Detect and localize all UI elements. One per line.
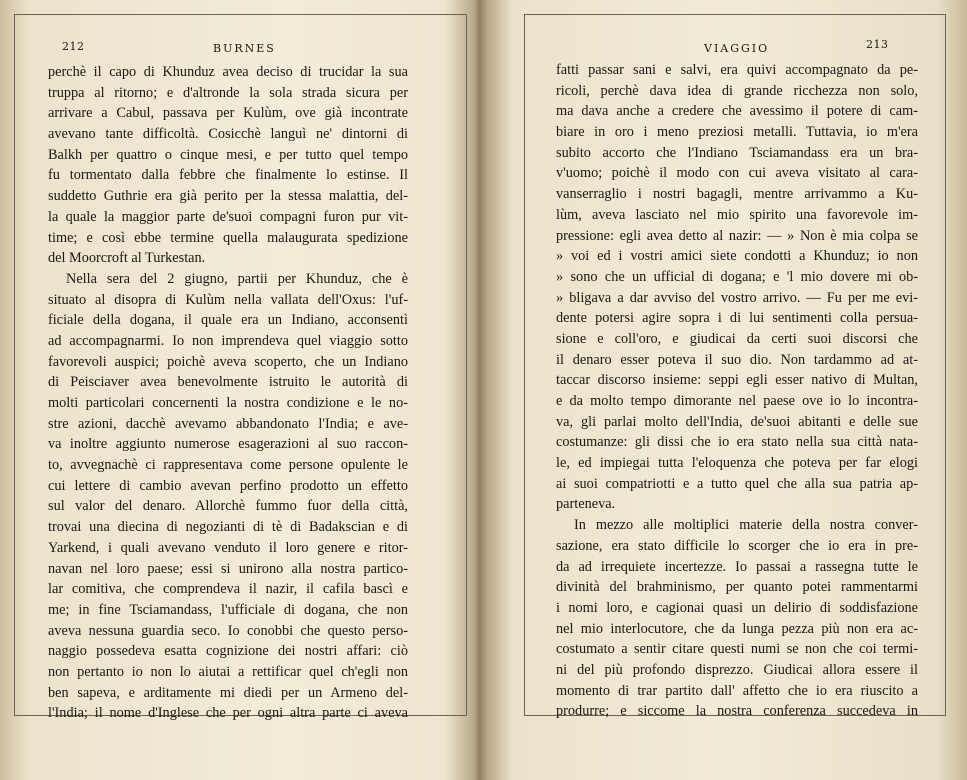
text-line: subito accorto che l'Indiano Tsciamandass era un bra- [556,144,918,161]
text-line: ai suoi compatriotti e a tutto quel che alla sua patria ap- [556,475,918,492]
text-line: produrre; e siccome la nostra conferenza succedeva in [556,703,918,720]
text-line: la quale la maggior parte de'suoi compagni furon pur vit- [48,208,408,225]
text-line: stre azioni, dacchè avevamo abbandonato l'India; e ave- [48,415,408,432]
left-running-head: BURNES [213,42,276,55]
text-line: costumanze: gli dissi che io era stato nella sua città nata- [556,434,918,451]
text-line: parteneva. [556,496,616,513]
text-line: pressione: egli avea detto al nazir: — » Non è mia colpa se [556,227,918,244]
text-line: ni del più profondo disprezzo. Giudicai allora essere il [556,661,918,678]
text-line: Nella sera del 2 giugno, partii per Khunduz, che è [66,270,408,287]
text-line: del Moorcroft al Turkestan. [48,250,206,267]
left-text-column [48,62,408,724]
text-line: lar comitiva, che comprendeva il nazir, il cafila bascì e [48,581,408,598]
text-line: fu tormentato dalla febbre che finalmente lo estinse. Il [48,167,408,184]
right-page [484,0,967,780]
text-line: va inoltre aggiunto numerose esagerazioni al suo raccon- [48,436,408,453]
text-line: me; in fine Tsciamandass, l'ufficiale di dogana, che non [48,601,408,618]
text-line: to, avvegnachè ci rappresentava come persone opulente le [48,457,408,474]
text-line: i nomi loro, e cagionai quasi un delirio di soddisfazione [556,599,918,616]
text-line: sione e coll'oro, e giudicai da certi suoi discorsi che [556,330,918,347]
text-line: il denaro esser poteva il suo dio. Non tardammo ad at- [556,351,918,368]
left-page [0,0,480,780]
text-line: In mezzo alle moltiplici materie della nostra conver- [574,517,918,534]
text-line: situato al disopra di Kulùm nella vallata dell'Oxus: l'uf- [48,291,408,308]
text-line: favorevoli auspici; poichè aveva scoperto, che un Indiano [48,353,408,370]
text-line: aveva nessuna guardia seco. Io conobbi che questo perso- [48,622,408,639]
text-line: taccar discorso insieme: seppi egli esser nativo di Multan, [556,372,918,389]
text-line: time; e così ebbe termine quella malaugurata spedizione [48,229,408,246]
text-line: naggio possedeva esatta cognizione dei nostri affari: ciò [48,643,408,660]
text-line: v'uomo; poichè il modo con cui aveva visitato al cara- [556,165,918,182]
text-line: ben sapeva, e arditamente mi diedi per un Armeno del- [48,684,408,701]
text-line: Yarkend, i quali avevano venduto il loro genere e ritor- [48,539,408,556]
text-line: avevano tante difficoltà. Cosicchè languì ne' dintorni di [48,126,408,143]
text-line: » sono che un ufficial di dogana; e 'l mio dovere mi ob- [556,268,918,285]
text-line: trovai una diecina di negozianti di tè di Badakscian e di [48,519,408,536]
text-line: dente potersi agire sopra i di lui sentimenti colla persua- [556,310,918,327]
text-line: le, ed impiegai tutta l'eloquenza che poteva per far elogi [556,455,918,472]
text-line: arrivare a Cabul, passava per Kulùm, ove già incontrate [48,105,408,122]
text-line: » bligava a dar avviso del vostro arrivo. — Fu per me evi- [556,289,918,306]
text-line: perchè il capo di Khunduz avea deciso di trucidar la sua [48,64,408,80]
text-line: ficiale della dogana, il quale era un Indiano, acconsentì [48,312,408,329]
text-line: sazione, era stato difficile lo scorger che io era in pre- [556,537,918,554]
text-line: fatti passar sani e salvi, era quivi accompagnato da pe- [556,62,918,78]
text-line: ricoli, perchè dava idea di grande ricchezza non solo, [556,82,918,99]
text-line: sul valor del denaro. Allorchè fummo fuor della città, [48,498,408,515]
text-line: ad accompagnarmi. Io non imprendeva quel viaggio sotto [48,332,408,349]
right-text-column [556,60,918,722]
text-line: cui lettere di cambio avevan perfino prodotto un effetto [48,477,408,494]
text-line: vanserraglio i nostri bagagli, mentre arrivammo a Ku- [556,186,918,203]
text-line: divinità del brahminismo, per quanto potei rammentarmi [556,579,918,596]
text-line: suddetto Guthrie era già perito per la stessa malattia, del- [48,188,408,205]
text-line: l'India; il nome d'Inglese che per ogni altra parte ci aveva [48,705,408,722]
text-line: di Peisciaver avea benevolmente istruito le autorità di [48,374,408,391]
text-line: costumato a sentir citare questi numi se non che coi termi- [556,641,918,658]
right-running-head: VIAGGIO [704,42,770,55]
text-line: non pertanto io non lo aiutai a rettificar quel ch'egli non [48,663,408,680]
left-page-number: 212 [62,40,85,53]
text-line: ma dava anche a credere che avessimo il potere di cam- [556,103,918,120]
text-line: molti particolari concernenti la nostra condizione e le no- [48,395,408,411]
text-line: » voi ed i vostri amici siete condotti a Khunduz; io non [556,248,918,265]
text-line: Balkh per quattro o cinque mesi, e per tutto quel tempo [48,146,408,163]
text-line: nel mio interlocutore, che da lunga pezza più non era ac- [556,620,918,637]
text-line: navan nel loro paese; essi si unirono alla nostra partico- [48,560,408,577]
text-line: lùm, aveva lasciato nel mio spirito una favorevole im- [556,206,918,223]
text-line: truppa al ritorno; e d'altronde la sola strada sicura per [48,84,408,101]
text-line: biare in oro i meno preziosi metalli. Tuttavia, io m'era [556,124,918,141]
text-line: momento di trar partito dall' affetto che io era riuscito a [556,682,918,699]
text-line: da ad irrequiete incertezze. Io passai a rassegna tutte le [556,558,918,575]
text-line: e da molto tempo dimorante nel paese ove io lo incontra- [556,393,918,409]
right-page-number: 213 [866,38,889,51]
text-line: va, gli parlai molto dell'India, de'suoi abitanti e delle sue [556,413,918,430]
